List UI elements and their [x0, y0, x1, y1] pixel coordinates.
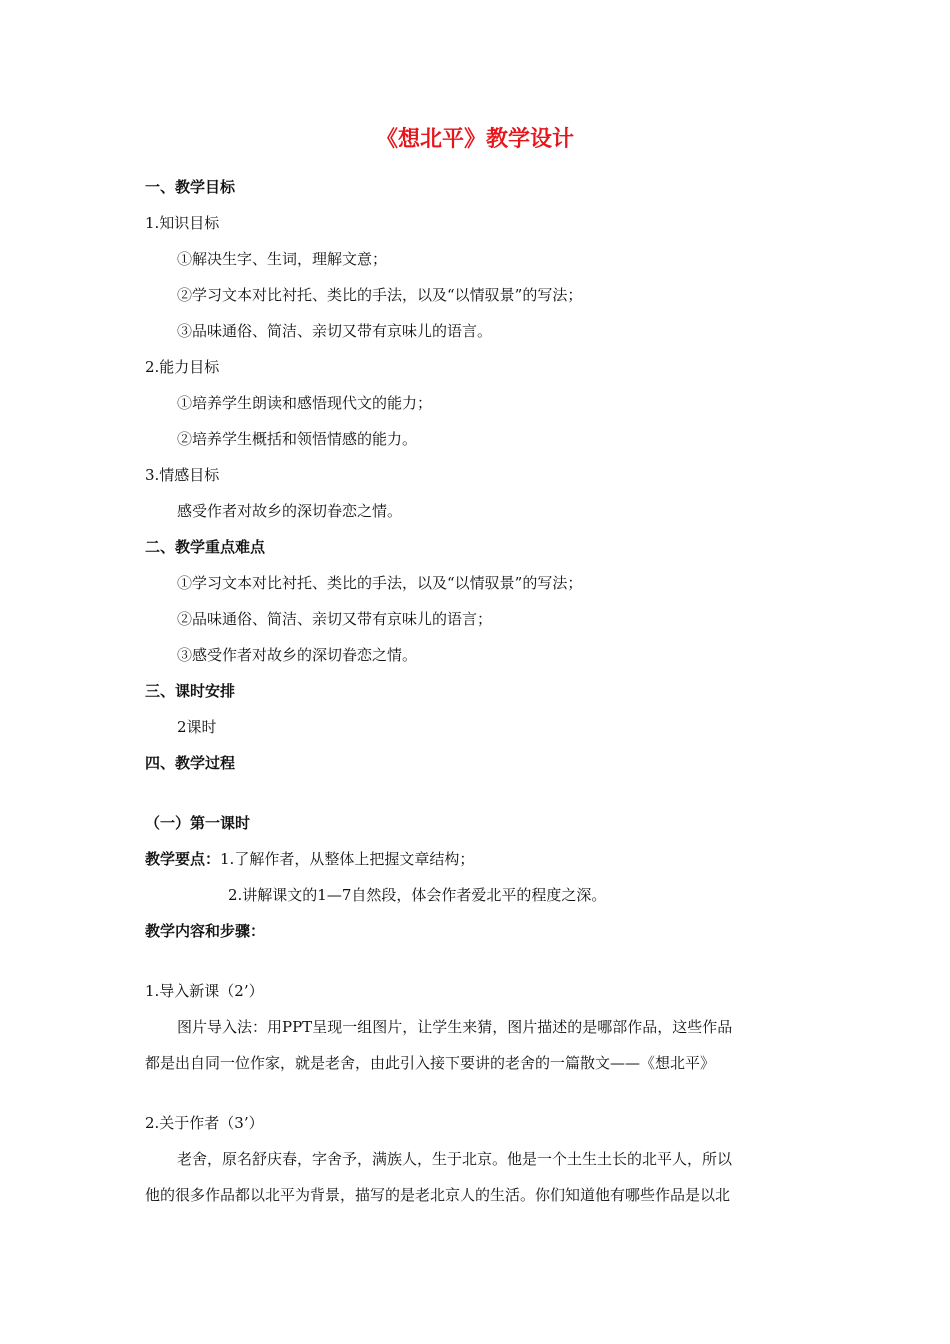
section-heading-schedule: 三、课时安排	[145, 682, 236, 700]
list-item: ③感受作者对故乡的深切眷恋之情。	[177, 646, 418, 664]
list-item: ②品味通俗、简洁、亲切又带有京味儿的语言；	[177, 610, 493, 628]
list-item: ①培养学生朗读和感悟现代文的能力；	[177, 394, 433, 412]
paragraph-line: 图片导入法：用PPT呈现一组图片，让学生来猜，图片描述的是哪部作品，这些作品	[177, 1018, 733, 1036]
list-item: ②培养学生概括和领悟情感的能力。	[177, 430, 418, 448]
section-heading-process: 四、教学过程	[145, 754, 236, 772]
list-item: 感受作者对故乡的深切眷恋之情。	[177, 502, 403, 520]
key-points-label: 教学要点：	[145, 850, 221, 868]
paragraph-line: 都是出自同一位作家，就是老舍，由此引入接下要讲的老舍的一篇散文——《想北平》	[145, 1054, 716, 1072]
paragraph-line: 老舍，原名舒庆春，字舍予，满族人，生于北京。他是一个土生土长的北平人，所以	[177, 1150, 733, 1168]
step-heading: 1.导入新课（2’）	[145, 982, 264, 1000]
section-heading-key-points: 二、教学重点难点	[145, 538, 266, 556]
list-item: ①学习文本对比衬托、类比的手法，以及“以情驭景”的写法；	[177, 574, 583, 592]
steps-heading: 教学内容和步骤：	[145, 922, 266, 940]
key-point: 2.讲解课文的1—7自然段，体会作者爱北平的程度之深。	[228, 886, 607, 904]
list-item: ②学习文本对比衬托、类比的手法，以及“以情驭景”的写法；	[177, 286, 583, 304]
lesson-heading: （一）第一课时	[145, 814, 251, 832]
key-points-line	[145, 849, 474, 869]
subheading-ability: 2.能力目标	[145, 358, 220, 376]
step-heading: 2.关于作者（3’）	[145, 1114, 264, 1132]
subheading-knowledge: 1.知识目标	[145, 214, 220, 232]
document-title: 《想北平》教学设计	[375, 127, 574, 152]
subheading-emotion: 3.情感目标	[145, 466, 220, 484]
list-item: ①解决生字、生词，理解文意；	[177, 250, 388, 268]
section-heading-objectives: 一、教学目标	[145, 178, 236, 196]
schedule-value: 2课时	[177, 718, 217, 736]
key-point: 1.了解作者，从整体上把握文章结构；	[220, 850, 475, 868]
paragraph-line: 他的很多作品都以北平为背景，描写的是老北京人的生活。你们知道他有哪些作品是以北	[145, 1186, 731, 1204]
list-item: ③品味通俗、简洁、亲切又带有京味儿的语言。	[177, 322, 493, 340]
